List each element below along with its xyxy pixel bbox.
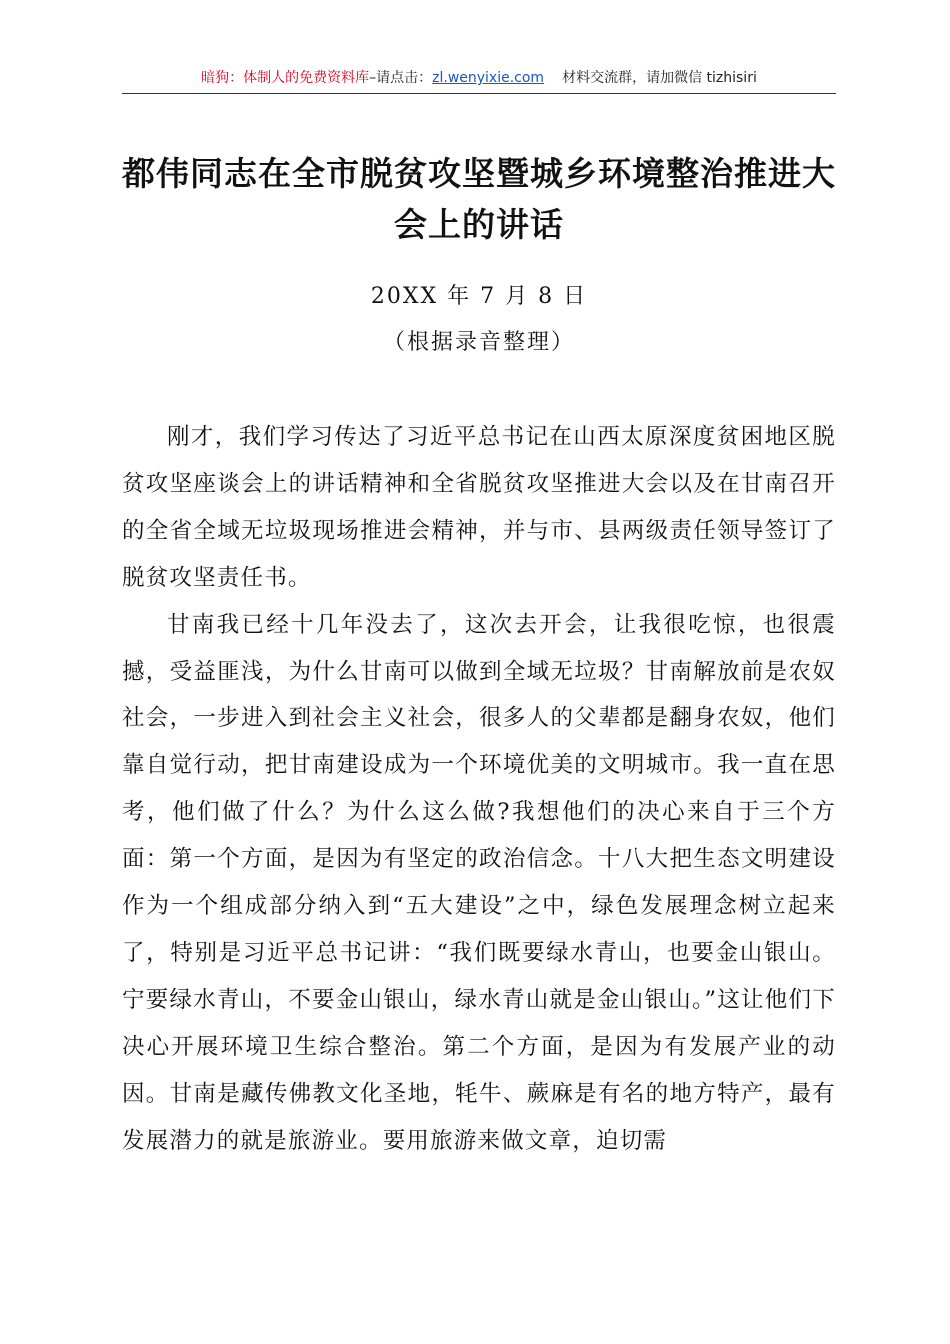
document-title: 都伟同志在全市脱贫攻坚暨城乡环境整治推进大会上的讲话 [122, 154, 836, 244]
document-date: 20XX 年 7 月 8 日 [370, 284, 588, 309]
body-paragraph: 甘南我已经十几年没去了，这次去开会，让我很吃惊，也很震撼，受益匪浅，为什么甘南可以做到全域无垃圾？甘南解放前是农奴社会，一步进入到社会主义社会，很多人的父辈都是翻身农奴，他们靠自觉行动，把甘南建设成为一个环境优美的文明城市。我一直在思考，他们做了什么？为什么这么做?我想他们的决心来自于三个方面：第一个方面，是因为有坚定的政治信念。十八大把生态文明建设作为一个组成部分纳入到“五大建设”之中，绿色发展理念树立起来了，特别是习近平总书记讲：“我们既要绿水青山，也要金山银山。宁要绿水青山，不要金山银山，绿水青山就是金山银山。”这让他们下决心开展环境卫生综合整治。第二个方面，是因为有发展产业的动因。甘南是藏传佛教文化圣地，牦牛、蕨麻是有名的地方特产，最有发展潜力的就是旅游业。要用旅游来做文章，迫切需 [122, 611, 836, 1154]
body-paragraph: 刚才，我们学习传达了习近平总书记在山西太原深度贫困地区脱贫攻坚座谈会上的讲话精神和全省脱贫攻坚推进大会以及在甘南召开的全省全域无垃圾现场推进会精神，并与市、县两级责任领导签订了脱贫攻坚责任书。 [122, 424, 836, 591]
header-wechat-label: 材料交流群，请加微信 tizhisiri [562, 70, 757, 86]
document-note: （根据录音整理） [382, 330, 575, 355]
header-site-label: 暗狗：体制人的免费资料库 [201, 70, 370, 86]
page-header [122, 68, 836, 88]
header-click-label: –请点击： [369, 70, 433, 86]
document-body [122, 414, 836, 1165]
header-divider [122, 93, 836, 94]
header-site-link[interactable]: zl.wenyixie.com [432, 70, 545, 86]
